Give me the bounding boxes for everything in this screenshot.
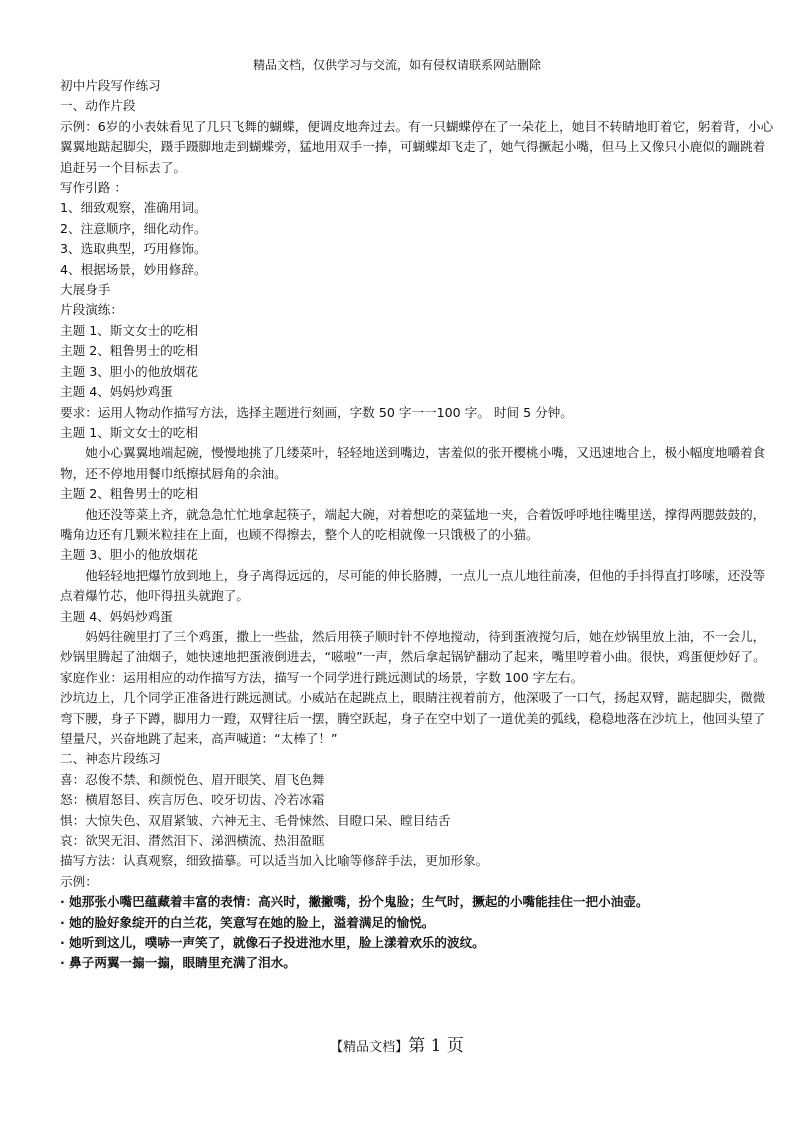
example-item: · 鼻子两翼一搧一搧，眼睛里充满了泪水。 bbox=[60, 955, 296, 971]
homework-text: 家庭作业：运用相应的动作描写方法，描写一个同学进行跳远测试的场景，字数 100 字左右。 bbox=[60, 669, 584, 685]
guide-heading: 写作引路 ： bbox=[60, 180, 127, 196]
guide-item: 4、根据场景，妙用修辞。 bbox=[60, 261, 207, 277]
method-text: 描写方法：认真观察，细致描摹。可以适当加入比喻等修辞手法，更加形象。 bbox=[60, 853, 489, 869]
guide-item: 2、注意顺序，细化动作。 bbox=[60, 220, 207, 236]
topic-item: 主题 4、妈妈炒鸡蛋 bbox=[60, 384, 173, 400]
practice-subheading: 片段演练： bbox=[60, 302, 123, 318]
guide-item: 3、选取典型，巧用修饰。 bbox=[60, 241, 207, 257]
doc-title: 初中片段写作练习 bbox=[60, 78, 161, 93]
homework-sample: 沙坑边上，几个同学正准备进行跳远测试。小威站在起跳点上，眼睛注视着前方，他深吸了一口气，扬起双臂，踮起脚尖，微微弯下腰，身子下蹲，脚用力一蹬，双臂往后一摆，腾空跃起，身子在空中划了一道优美的弧线，稳稳地落在沙坑上，他回头望了望量尺，兴奋地跳了起来，高声喊道：“太棒了！” bbox=[60, 690, 766, 746]
emotion-item: 哀：欲哭无泪、潸然泪下、涕泗横流、热泪盈眶 bbox=[60, 833, 325, 849]
example-item: · 她那张小嘴巴蕴藏着丰富的表情：高兴时，撇撇嘴，扮个鬼脸；生气时，撅起的小嘴能挂住一把小油壶。 bbox=[60, 894, 649, 910]
section-1-example: 示例：6岁的小表妹看见了几只飞舞的蝴蝶，便调皮地奔过去。有一只蝴蝶停在了一朵花上，她目不转睛地盯着它，躬着背，小心翼翼地踮起脚尖，蹑手蹑脚地走到蝴蝶旁，猛地用双手一捧，可蝴蝶却飞走了，她气得撅起小嘴，但马上又像只小鹿似的蹦跳着追赶另一个目标去了。 bbox=[60, 118, 774, 175]
example-list bbox=[60, 892, 776, 974]
page-header: 精品文档，仅供学习与交流，如有侵权请联系网站删除 bbox=[252, 58, 541, 72]
page-number: 第 1 页 bbox=[408, 1036, 464, 1056]
sample-text: 他轻轻地把爆竹放到地上，身子离得远远的，尽可能的伸长胳膊，一点儿一点儿地往前凑，但他的手抖得直打哆嗦，还没等点着爆竹芯，他吓得扭头就跑了。 bbox=[60, 567, 766, 604]
requirement-text: 要求：运用人物动作描写方法，选择主题进行刻画，字数 50 字一一100 字。 时间 5 分钟。 bbox=[60, 404, 573, 420]
topic-item: 主题 1、斯文女士的吃相 bbox=[60, 322, 198, 338]
page-footer bbox=[0, 1036, 794, 1058]
section-1-heading: 一、动作片段 bbox=[60, 98, 136, 114]
emotion-item: 惧：大惊失色、双眉紧皱、六神无主、毛骨悚然、目瞪口呆、瞠目结舌 bbox=[60, 812, 451, 828]
section-2-heading: 二、神态片段练习 bbox=[60, 751, 161, 767]
footer-label: 【精品文档】 bbox=[330, 1040, 409, 1055]
sample-topic: 主题 2、粗鲁男士的吃相 bbox=[60, 486, 198, 502]
emotion-item: 喜：忍俊不禁、和颜悦色、眉开眼笑、眉飞色舞 bbox=[60, 771, 325, 787]
sample-text: 妈妈往碗里打了三个鸡蛋，撒上一些盐，然后用筷子顺时针不停地搅动，待到蛋液搅匀后，她在炒锅里放上油，不一会儿，炒锅里腾起了油烟子，她快速地把蛋液倒进去，“嗞啦”一声，然后拿起锅铲翻动了起来，嘴里哼着小曲。很快，鸡蛋便炒好了。 bbox=[60, 628, 766, 665]
emotion-item: 怒：横眉怒目、疾言厉色、咬牙切齿、冷若冰霜 bbox=[60, 792, 325, 808]
sample-topic: 主题 3、胆小的他放烟花 bbox=[60, 547, 198, 563]
example-item: · 她的脸好象绽开的白兰花，笑意写在她的脸上，溢着满足的愉悦。 bbox=[60, 914, 435, 930]
example-item: · 她听到这儿，噗哧一声笑了，就像石子投进池水里，脸上漾着欢乐的波纹。 bbox=[60, 935, 485, 951]
sample-topic: 主题 1、斯文女士的吃相 bbox=[60, 424, 198, 440]
topic-item: 主题 2、粗鲁男士的吃相 bbox=[60, 343, 198, 359]
sample-text: 她小心翼翼地端起碗，慢慢地挑了几缕菜叶，轻轻地送到嘴边，害羞似的张开樱桃小嘴，又迅速地合上，极小幅度地嚼着食物，还不停地用餐巾纸擦拭唇角的余油。 bbox=[60, 445, 766, 481]
examples-label: 示例： bbox=[60, 873, 98, 889]
guide-item: 1、细致观察，准确用词。 bbox=[60, 200, 207, 216]
sample-topic: 主题 4、妈妈炒鸡蛋 bbox=[60, 608, 173, 624]
topic-item: 主题 3、胆小的他放烟花 bbox=[60, 363, 198, 379]
sample-text: 他还没等菜上齐，就急急忙忙地拿起筷子，端起大碗，对着想吃的菜猛地一夹，合着饭呼呼地往嘴里送，撑得两腮鼓鼓的，嘴角边还有几颗米粒挂在上面，也顾不得擦去，整个人的吃相就像一只饿极了的小猫。 bbox=[60, 506, 766, 542]
document-body bbox=[60, 76, 776, 974]
practice-heading: 大展身手 bbox=[60, 282, 111, 298]
